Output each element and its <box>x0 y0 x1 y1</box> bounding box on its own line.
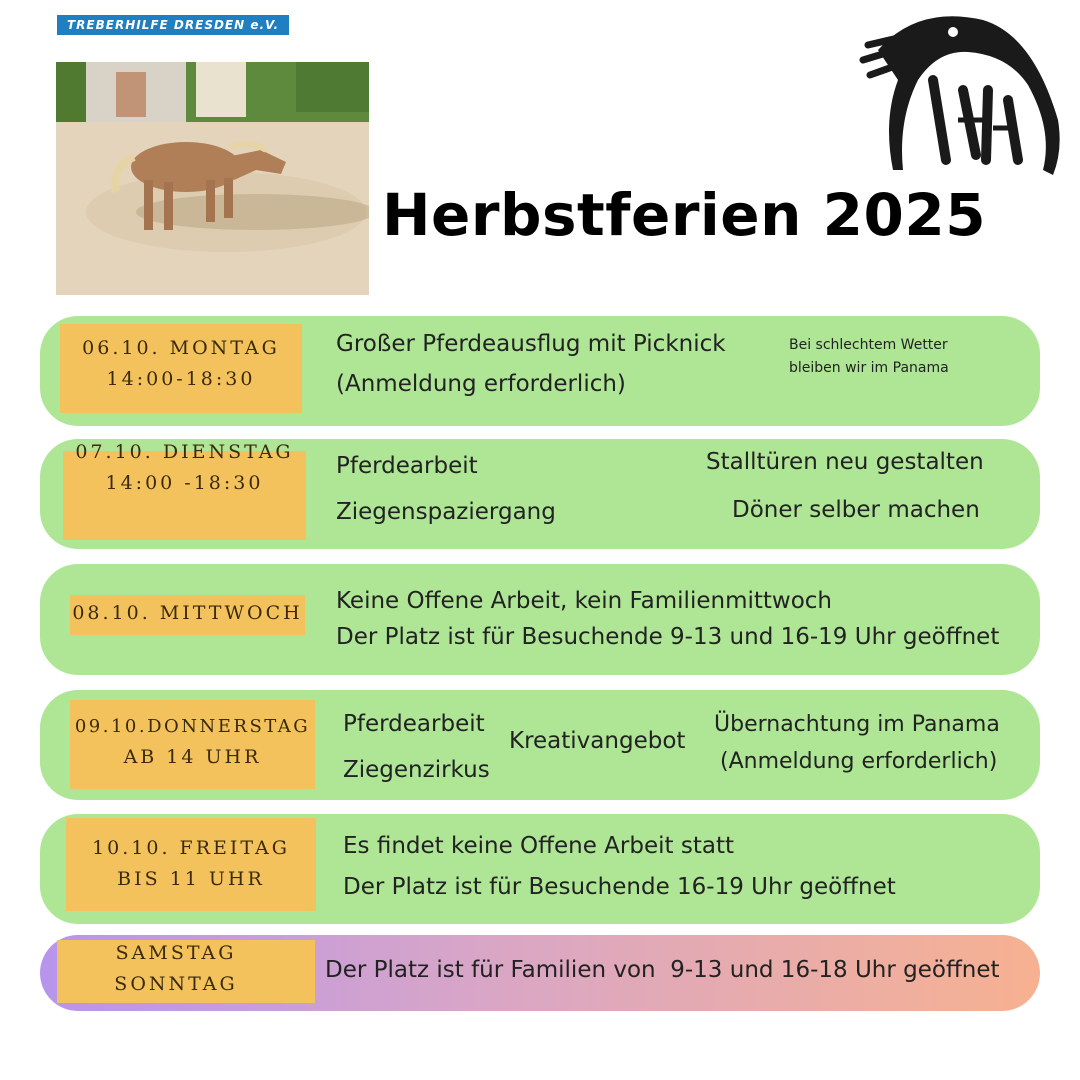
day-label: 07.10. DIENSTAG <box>75 441 294 463</box>
activity-text: (Anmeldung erforderlich) <box>336 371 626 397</box>
time-label: BIS 11 UHR <box>117 868 265 890</box>
panama-logo <box>858 10 1066 195</box>
page-title: Herbstferien 2025 <box>382 181 987 249</box>
activity-text: Der Platz ist für Familien von 9-13 und 16-18 Uhr geöffnet <box>325 957 1000 983</box>
org-logo: TREBERHILFE DRESDEN e.V. <box>57 15 289 35</box>
day-label: SAMSTAG <box>115 942 237 964</box>
activity-text: Ziegenspaziergang <box>336 499 556 525</box>
panama-logo-image <box>858 10 1066 195</box>
day-label: SONNTAG <box>114 973 238 995</box>
activity-text: Es findet keine Offene Arbeit statt <box>343 833 734 859</box>
time-label: 14:00 -18:30 <box>105 472 264 494</box>
activity-text: Döner selber machen <box>732 497 980 523</box>
day-label: 06.10. MONTAG <box>82 337 280 359</box>
activity-text: Pferdearbeit <box>343 711 485 737</box>
activity-text: Übernachtung im Panama <box>714 712 1000 737</box>
activity-text: (Anmeldung erforderlich) <box>720 749 998 774</box>
activity-text: Stalltüren neu gestalten <box>706 449 984 475</box>
weather-note: bleiben wir im Panama <box>789 360 949 376</box>
activity-text: Der Platz ist für Besuchende 16-19 Uhr geöffnet <box>343 874 896 900</box>
activity-text: Keine Offene Arbeit, kein Familienmittwoch <box>336 588 833 614</box>
day-label: 09.10.DONNERSTAG <box>74 716 311 737</box>
horse-photo-image <box>56 62 369 295</box>
activity-text: Kreativangebot <box>509 728 686 754</box>
activity-text: Der Platz ist für Besuchende 9-13 und 16-19 Uhr geöffnet <box>336 624 1000 650</box>
activity-text: Pferdearbeit <box>336 453 478 479</box>
activity-text: Großer Pferdeausflug mit Picknick <box>336 331 726 357</box>
weather-note: Bei schlechtem Wetter <box>789 337 948 353</box>
day-label: 08.10. MITTWOCH <box>72 602 303 624</box>
activity-text: Ziegenzirkus <box>343 757 490 783</box>
time-label: AB 14 UHR <box>123 746 262 768</box>
time-label: 14:00-18:30 <box>106 368 256 390</box>
horse-photo <box>56 62 369 295</box>
day-label: 10.10. FREITAG <box>92 837 290 859</box>
